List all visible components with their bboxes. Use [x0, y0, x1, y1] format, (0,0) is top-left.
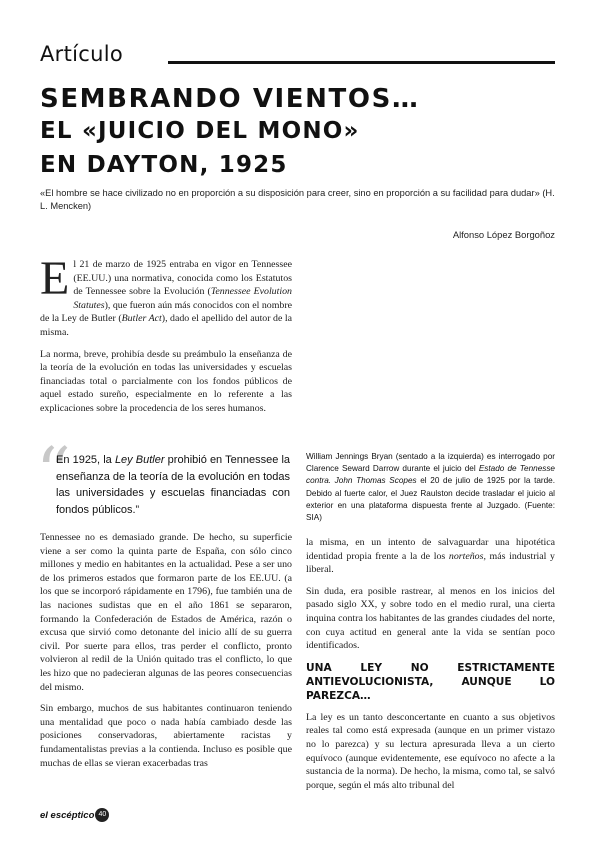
caption-text-3: el 20 de julio de 1925 por la tarde. Debido al fuerte calor, el Juez Raulston decide trasladar el juicio al exterior en una plataforma dispuesta frente al Juzgado. (Fuente: SIA) [306, 476, 556, 523]
left-paragraph-2: Sin embargo, muchos de sus habitantes continuaron teniendo una mentalidad que poco o nada había cambiado desde las posiciones conservadoras, abiertamente racistas y fundamentalistas previas a la contienda. Incluso es posible que muchas de ellas se vieran exacerbadas tras [40, 703, 292, 769]
section-rule [168, 61, 555, 64]
section-header [40, 42, 555, 68]
right-paragraph-3: La ley es un tanto desconcertante en cuanto a sus objetivos reales tal como está expresada (aunque en un primer vistazo no lo parezca) y su lectura apresurada lleva a un cierto equívoco (aunque evidentemente, ese equívoco no afecte a la sustancia de la norma). De hecho, la misma, como tal, se salvó porque, según el más alto tribunal del [306, 711, 555, 791]
author-byline: Alfonso López Borgoñoz [452, 229, 555, 240]
photo-caption [306, 451, 555, 524]
intro-column [40, 252, 292, 424]
page-number-badge: 40 [95, 808, 109, 822]
caption-text-1: William Jennings Bryan (sentado a la izquierda) es interrogado por Clarence Seward Darrow durante el juicio del [306, 452, 555, 474]
left-paragraph-1: Tennessee no es demasiado grande. De hecho, su superficie viene a ser como la quinta parte de España, con sólo cinco millones y medio en habitantes en la actualidad. Pese a ser uno de los primeros estados que formaron parte de los EE.UU. (a los que se incorporó rápidamente en 1796), fue también una de las naciones sudistas que en el año 1861 se separaron, formando la Confederación de Estados de América, razón o excusa que sirvió como detonante del inicio allí de su guerra civil. Por suerte para ellos, tras perder el conflicto, pronto volvieron al redil de la Unión quitado tras el conflicto, lo que les hizo que no padecieran algunas de las peores consecuencias del mismo. [40, 532, 292, 693]
headline-line-2: EL «JUICIO DEL MONO» [40, 118, 360, 144]
intro-text-4: Butler Act [121, 313, 162, 325]
right-paragraph-2: Sin duda, era posible rastrear, al menos en los inicios del pasado siglo XX, y sobre todo en el medio rural, una cierta inquina contra los habitantes de las grandes ciudades del norte, con cuya actitud en general ante la vida se sentían poco identificados. [306, 585, 555, 652]
magazine-name: el escéptico [40, 809, 95, 821]
right-text-1: la misma, en un intento de salvaguardar una hipotética identidad propia frente a la de los [306, 537, 555, 562]
pull-quote-text-2: Ley Butler [114, 454, 165, 466]
section-label: Artículo [40, 42, 124, 66]
pull-quote-text [56, 452, 290, 518]
intro-text-2: Tennessee Evolution Statutes [73, 286, 292, 311]
intro-text-3: ), que fueron aún más conocidos con el nombre de la Ley de Butler ( [40, 299, 292, 325]
left-body-column [40, 531, 292, 778]
pull-quote-text-1: En 1925, la [56, 454, 115, 466]
headline-line-1: SEMBRANDO VIENTOS… [40, 84, 420, 114]
right-text-2: norteños, [448, 550, 486, 562]
drop-cap: E [40, 252, 70, 305]
page-footer [40, 806, 109, 822]
section-subheading: UNA LEY NO ESTRICTAMENTE ANTIEVOLUCIONISTA, AUNQUE LO PAREZCA… [306, 661, 555, 702]
quote-mark-icon: “ [36, 434, 71, 513]
pull-quote [36, 434, 292, 524]
intro-text-1: l 21 de marzo de 1925 entraba en vigor en Tennessee (EE.UU.) una normativa, conocida como los Estatutos de Tennessee sobre la Evolución ( [73, 259, 292, 298]
right-body-column [306, 536, 555, 800]
pull-quote-text-3: prohibió en Tennessee la enseñanza de la teoría de la evolución en todas las universidades y escuelas financiadas con fondos públicos.” [56, 454, 291, 516]
right-paragraph-1 [306, 536, 555, 577]
headline-line-3: EN DAYTON, 1925 [40, 152, 288, 178]
right-text-3: más industrial y liberal. [306, 550, 555, 576]
intro-text-5: ), dado el apellido del autor de la misma. [40, 313, 292, 338]
epigraph: «El hombre se hace civilizado no en proporción a su disposición para creer, sino en proporción a su facilidad para dudar» (H. L. Mencken) [40, 188, 555, 211]
intro-paragraph-2: La norma, breve, prohibía desde su preámbulo la enseñanza de la teoría de la evolución en todas las universidades y escuelas financiadas total o parcialmente con los fondos públicos de aquel estado sureño, especialmente en lo referente a las explicaciones sobre la procedencia de los seres humanos. [40, 348, 292, 414]
intro-paragraph-1 [40, 252, 292, 340]
caption-text-2: Estado de Tennesse contra. John Thomas Scopes [306, 464, 555, 486]
